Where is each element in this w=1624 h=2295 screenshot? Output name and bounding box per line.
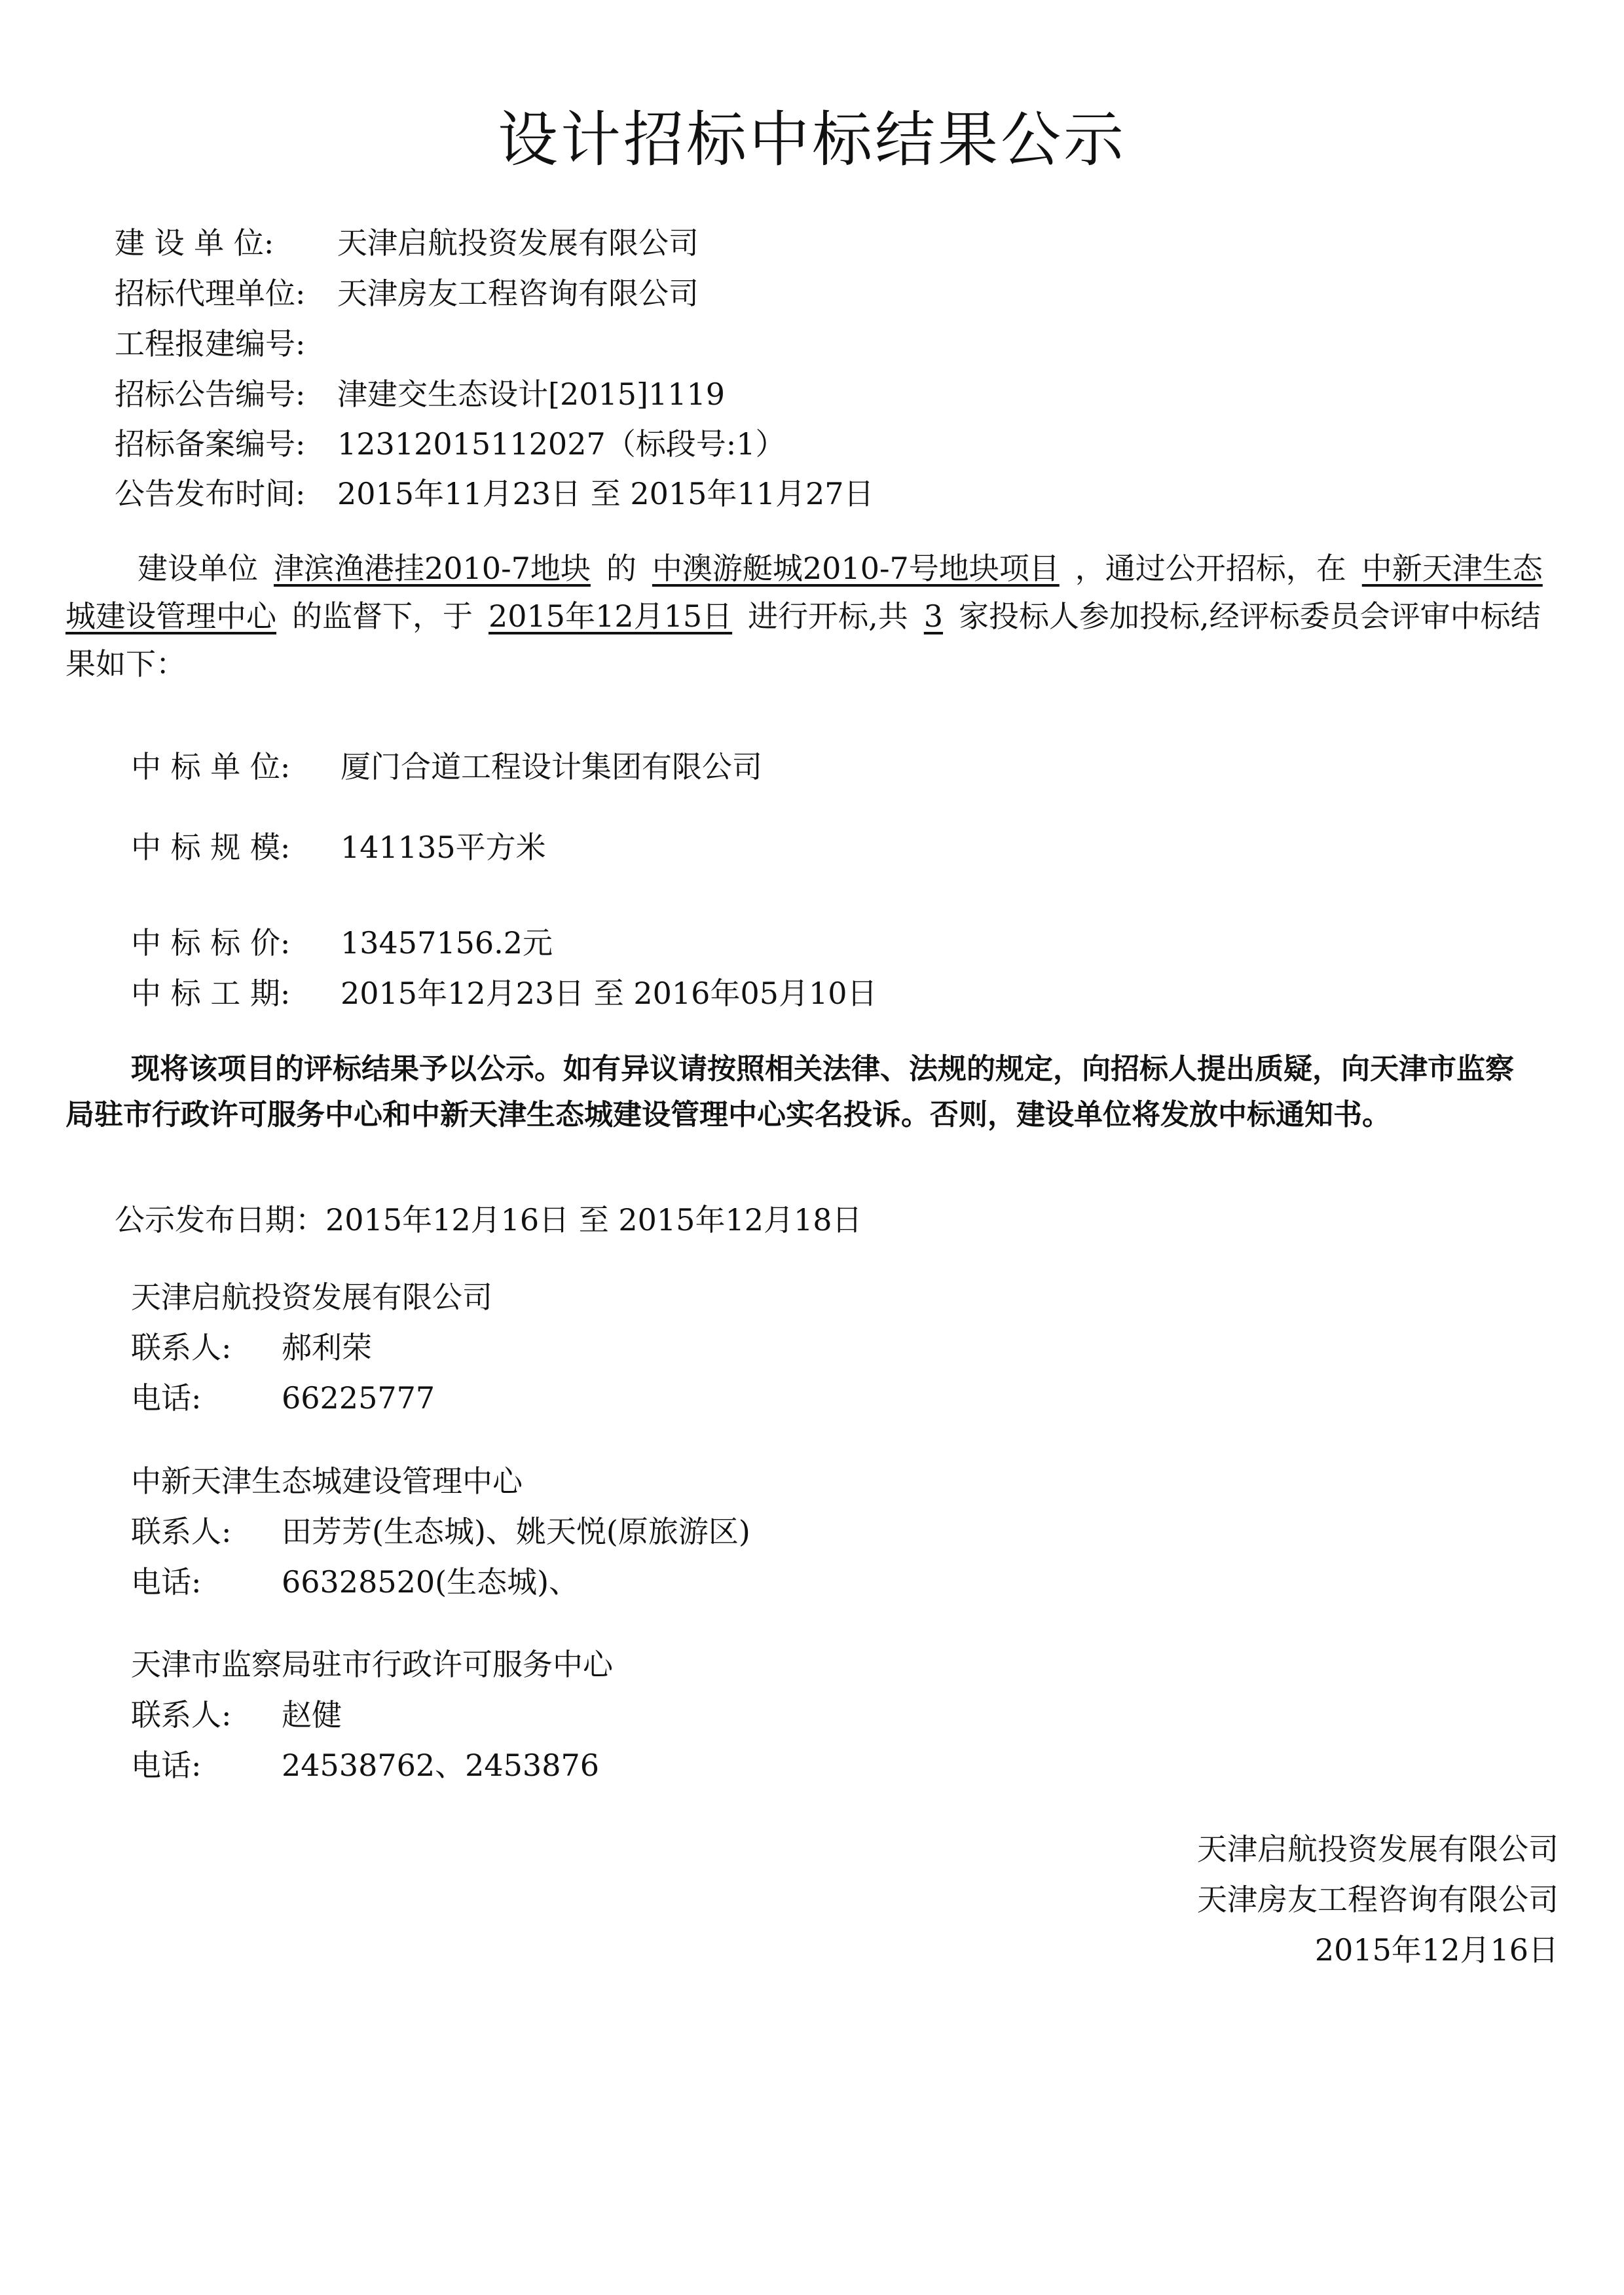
result-winner	[131, 743, 762, 786]
result-key: 中 标 工 期:	[131, 976, 291, 1011]
project-location: 津滨渔港挂2010-7地块	[274, 551, 591, 586]
contact-phone-row	[131, 1374, 435, 1418]
result-key: 中 标 单 位:	[131, 749, 291, 784]
header-value: 2015年11月23日 至 2015年11月27日	[337, 476, 874, 511]
intro-text: 建设单位	[138, 551, 258, 586]
header-key: 招标代理单位:	[115, 276, 306, 311]
intro-text: 家投标人参加投标,经评标委员会评审中标结果如下：	[65, 598, 1541, 682]
header-value: 天津启航投资发展有限公司	[337, 225, 699, 261]
contact-org: 中新天津生态城建设管理中心	[131, 1463, 523, 1499]
result-price	[131, 919, 553, 963]
header-key: 建 设 单 位:	[115, 225, 274, 261]
bidder-count: 3	[923, 598, 944, 634]
contact-org: 天津启航投资发展有限公司	[131, 1279, 492, 1315]
contact-label: 电话:	[131, 1380, 202, 1416]
contact-person-row	[131, 1324, 372, 1367]
publish-date: 公示发布日期：2015年12月16日 至 2015年12月18日	[115, 1202, 862, 1238]
signature-date: 2015年12月16日	[1314, 1932, 1559, 1968]
intro-paragraph	[65, 545, 1559, 688]
page-title: 设计招标中标结果公示	[497, 105, 1126, 175]
header-key: 招标公告编号:	[115, 376, 306, 412]
header-key: 招标备案编号:	[115, 426, 306, 462]
contact-phone-row	[131, 1558, 579, 1602]
contact-person: 郝利荣	[282, 1330, 372, 1365]
result-period	[131, 970, 877, 1013]
result-value: 13457156.2元	[341, 925, 553, 961]
contact-person-row	[131, 1508, 750, 1551]
contact-person: 赵健	[282, 1697, 342, 1733]
intro-text: 的	[606, 551, 637, 586]
objection-notice: 现将该项目的评标结果予以公示。如有异议请按照相关法律、法规的规定，向招标人提出质疑，向天津市监察局驻市行政许可服务中心和中新天津生态城建设管理中心实名投诉。否则，建设单位将发放中标通知书。	[65, 1052, 1514, 1131]
contact-label: 联系人:	[131, 1514, 232, 1549]
header-value: 天津房友工程咨询有限公司	[337, 276, 699, 311]
contact-phone-row	[131, 1742, 599, 1785]
result-value: 2015年12月23日 至 2016年05月10日	[341, 976, 877, 1011]
header-row-builder	[115, 219, 699, 263]
contact-label: 联系人:	[131, 1697, 232, 1733]
contact-label: 电话:	[131, 1564, 202, 1600]
header-row-record-no	[115, 420, 786, 464]
contact-label: 联系人:	[131, 1330, 232, 1365]
signature-builder: 天津启航投资发展有限公司	[1197, 1831, 1559, 1867]
header-value: 津建交生态设计[2015]1119	[337, 376, 726, 412]
contact-label: 电话:	[131, 1748, 202, 1783]
header-row-agent	[115, 270, 699, 313]
contact-phone: 66225777	[282, 1380, 435, 1416]
result-key: 中 标 标 价:	[131, 925, 291, 961]
contact-org: 天津市监察局驻市行政许可服务中心	[131, 1647, 613, 1682]
project-name: 中澳游艇城2010-7号地块项目	[652, 551, 1060, 586]
contact-person-row	[131, 1691, 342, 1735]
header-key: 公告发布时间:	[115, 476, 306, 511]
header-row-notice-time	[115, 470, 874, 513]
contact-phone: 66328520(生态城)、	[282, 1564, 580, 1600]
contact-phone: 24538762、2453876	[282, 1748, 599, 1783]
opening-date: 2015年12月15日	[489, 598, 733, 634]
result-key: 中 标 规 模:	[131, 830, 291, 865]
header-key: 工程报建编号:	[115, 326, 306, 361]
result-value: 141135平方米	[341, 830, 546, 865]
intro-text: 的监督下，于	[292, 598, 473, 634]
header-row-project-no	[115, 320, 337, 363]
signature-agent: 天津房友工程咨询有限公司	[1197, 1882, 1559, 1917]
contact-person: 田芳芳(生态城)、姚天悦(原旅游区)	[282, 1514, 750, 1549]
result-scale	[131, 824, 546, 867]
result-value: 厦门合道工程设计集团有限公司	[341, 749, 762, 784]
intro-text: ，通过公开招标，在	[1075, 551, 1346, 586]
supervisor-name: 中新天津生态城建设管理中心	[65, 551, 1543, 634]
header-value: 12312015112027（标段号:1）	[337, 426, 786, 462]
header-row-notice-no	[115, 371, 725, 414]
intro-text: 进行开标,共	[748, 598, 908, 634]
